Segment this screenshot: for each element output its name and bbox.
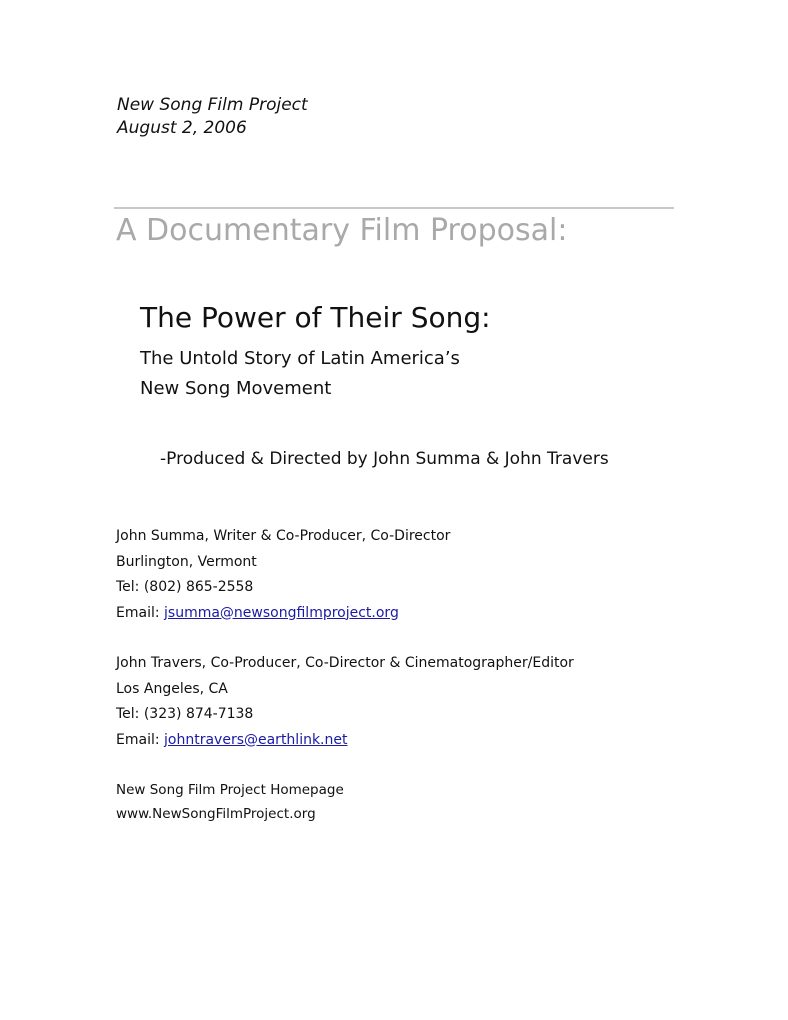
document-header xyxy=(117,94,308,140)
contact-tel: Tel: (323) 874-7138 xyxy=(116,706,254,722)
homepage-label: New Song Film Project Homepage xyxy=(116,782,344,798)
subtitle-line-1: The Untold Story of Latin America’s xyxy=(140,348,460,369)
email-link-summa[interactable]: jsumma@newsongfilmproject.org xyxy=(164,604,399,621)
homepage-url: www.NewSongFilmProject.org xyxy=(116,806,316,822)
contact-email-row xyxy=(116,728,574,754)
subtitle-line-2: New Song Movement xyxy=(140,378,332,399)
production-credit: -Produced & Directed by John Summa & John Travers xyxy=(160,449,609,469)
film-title: The Power of Their Song: xyxy=(140,301,491,334)
contact-tel: Tel: (802) 865-2558 xyxy=(116,579,254,595)
horizontal-rule xyxy=(114,207,674,209)
email-label: Email: xyxy=(116,731,165,748)
film-subtitle xyxy=(140,344,460,404)
proposal-heading: A Documentary Film Proposal: xyxy=(116,213,568,248)
email-label: Email: xyxy=(116,604,165,621)
contact-name-role: John Travers, Co-Producer, Co-Director & Cinematographer/Editor xyxy=(116,655,574,671)
homepage-block xyxy=(116,778,344,826)
email-link-travers[interactable]: johntravers@earthlink.net xyxy=(164,731,348,748)
contact-email-row xyxy=(116,601,450,627)
contact-block-travers xyxy=(116,651,574,753)
contact-name-role: John Summa, Writer & Co-Producer, Co-Director xyxy=(116,528,451,544)
document-date: August 2, 2006 xyxy=(117,118,247,138)
contact-location: Burlington, Vermont xyxy=(116,553,257,570)
contact-location: Los Angeles, CA xyxy=(116,680,228,697)
organization-name: New Song Film Project xyxy=(117,95,308,115)
contact-block-summa xyxy=(116,524,450,626)
